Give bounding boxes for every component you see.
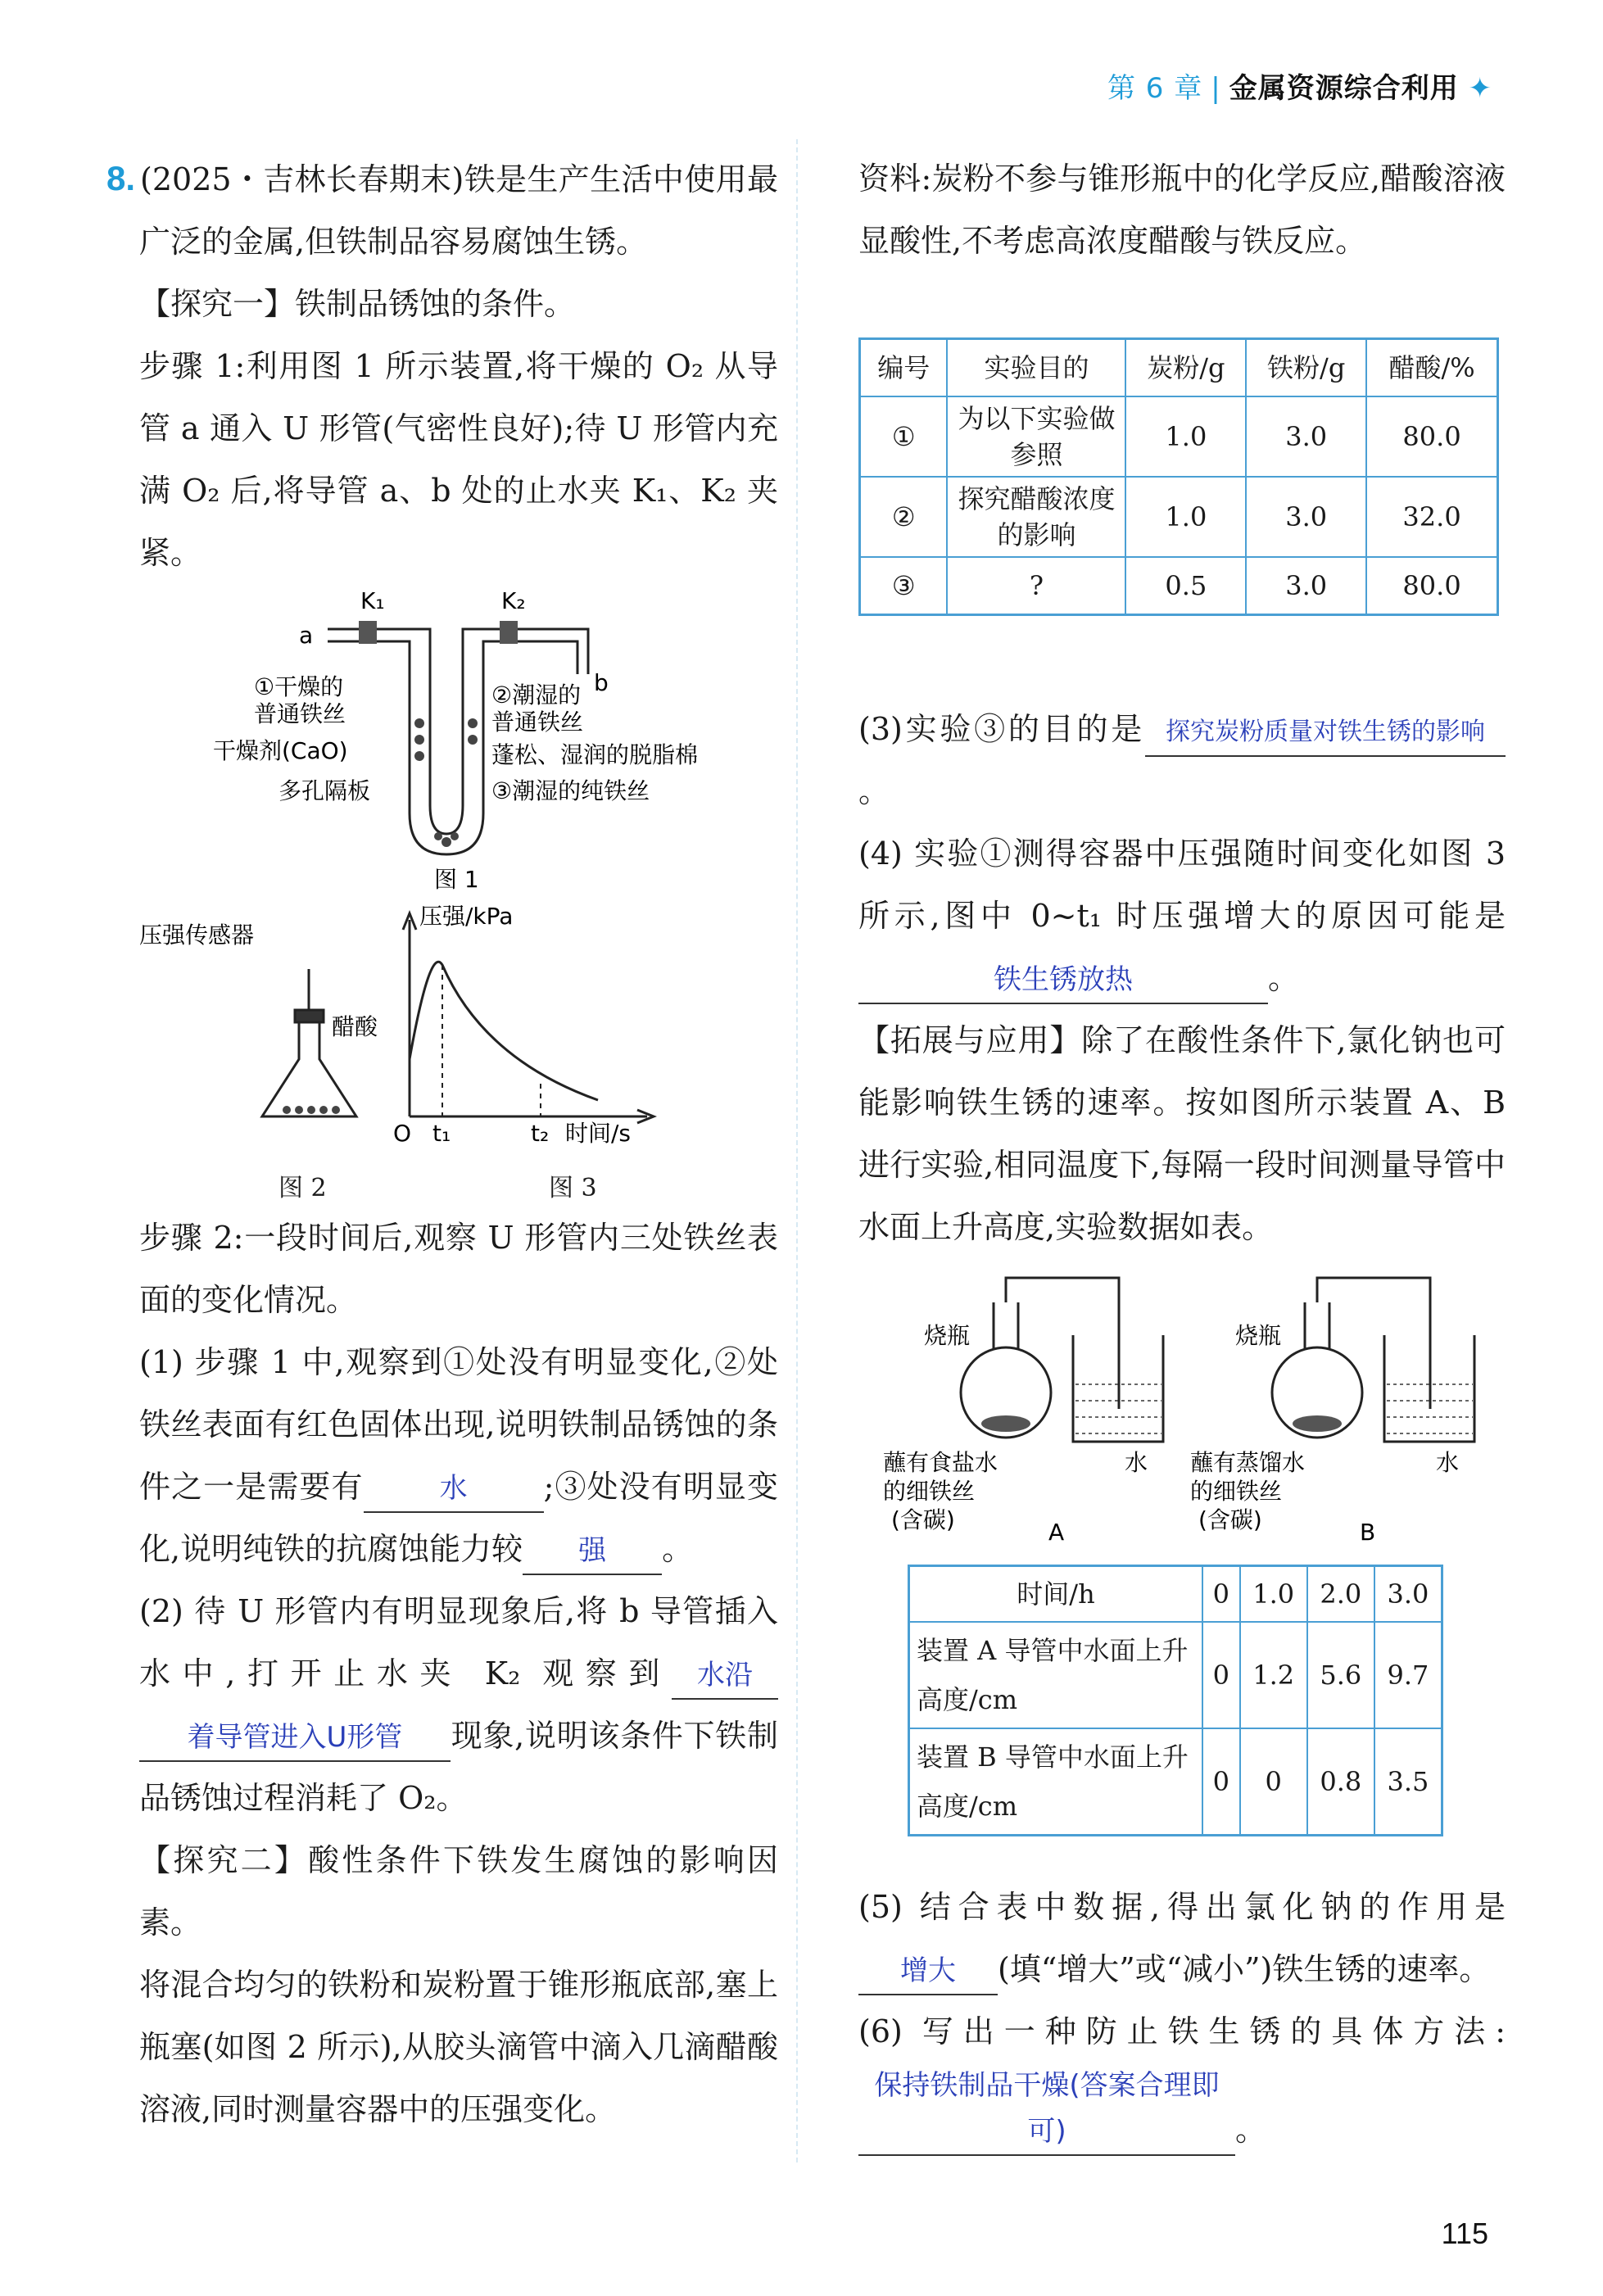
q4-text: (4) 实验①测得容器中压强随时间变化如图 3 所示,图中 0~t₁ 时压强增大的原因可能是铁生锈放热 。 (858, 822, 1506, 1009)
question-number: 8. (106, 159, 136, 197)
q5-text: (5) 结合表中数据,得出氯化钠的作用是增大 (填“增大”或“减小”)铁生锈的速率。 (858, 1876, 1506, 2000)
extend-text: 【拓展与应用】除了在酸性条件下,氯化钠也可能影响铁生锈的速率。按如图所示装置 A、B 进行实验,相同温度下,每隔一段时间测量导管中水面上升高度,实验数据如表。 (858, 1022, 1506, 1245)
label-k2: K₂ (501, 587, 526, 614)
right-column (858, 147, 1506, 272)
label-a: a (299, 622, 314, 649)
right-column-bottom (858, 1876, 1506, 2161)
figure-1 (139, 584, 778, 895)
label-b-desc2: 的细铁丝 (1190, 1478, 1283, 1505)
label-apparatus-a: A (1048, 1519, 1065, 1546)
column-divider (796, 139, 798, 2162)
label-water-a: 水 (1125, 1449, 1148, 1476)
table-row: 装置 B 导管中水面上升高度/cm 0 0 0.8 3.5 (909, 1728, 1442, 1836)
question-intro: 8. (2025・吉林长春期末)铁是生产生活中使用最广泛的金属,但铁制品容易腐蚀生锈。 (106, 159, 778, 260)
label-acid: 醋酸 (332, 1013, 378, 1040)
pressure-curve (410, 962, 598, 1100)
water-level-table (908, 1565, 1443, 1836)
label-desiccant: 干燥剂(CaO) (213, 737, 348, 764)
q6-text: (6) 写出一种防止铁生锈的具体方法:保持铁制品干燥(答案合理即可) 。 (858, 2000, 1506, 2161)
q1-text: (1) 步骤 1 中,观察到①处没有明显变化,②处铁丝表面有红色固体出现,说明铁制品锈蚀的条件之一是需要有 水 ;③处没有明显变化,说明纯铁的抗腐蚀能力较 强 。 (139, 1331, 778, 1580)
q4-answer: 铁生锈放热 (858, 957, 1268, 1004)
explore2-title: 【探究二】酸性条件下铁发生腐蚀的影响因素。 (139, 1842, 778, 1941)
label-water-b: 水 (1436, 1449, 1460, 1476)
q2-answer-a: 水沿 (672, 1652, 778, 1700)
page-number: 115 (1441, 2217, 1488, 2250)
material-text: 资料:炭粉不参与锥形瓶中的化学反应,醋酸溶液显酸性,不考虑高浓度醋酸与铁反应。 (858, 161, 1506, 259)
left-column (106, 147, 778, 2140)
label-a-desc3: (含碳) (891, 1506, 955, 1533)
label-b-desc1: 蘸有蒸馏水 (1190, 1449, 1306, 1476)
table-row: ① 为以下实验做参照 1.0 3.0 80.0 (860, 396, 1498, 477)
q6-answer: 保持铁制品干燥(答案合理即可) (858, 2063, 1235, 2156)
label-origin: O (393, 1120, 412, 1147)
figure-3-caption: 图 3 (549, 1174, 597, 1202)
label-k1: K₁ (360, 587, 385, 614)
q1-answer-1: 水 (364, 1465, 544, 1513)
label-b: b (594, 669, 609, 696)
table-row: ② 探究醋酸浓度的影响 1.0 3.0 32.0 (860, 477, 1498, 557)
figure-1-caption: 图 1 (434, 866, 479, 893)
label-b-desc3: (含碳) (1198, 1506, 1262, 1533)
q3-answer: 探究炭粉质量对铁生锈的影响 (1145, 709, 1506, 757)
q2-answer-b: 着导管进入U形管 (139, 1714, 451, 1762)
q1-answer-2: 强 (523, 1528, 662, 1575)
label-wet-wire: ②潮湿的 (491, 682, 582, 709)
label-plate: 多孔隔板 (278, 777, 371, 804)
label-pure-wire: ③潮湿的纯铁丝 (491, 777, 650, 804)
label-pressure: 压强/kPa (419, 903, 514, 930)
clamp-k2 (500, 621, 518, 644)
label-flask-a: 烧瓶 (924, 1322, 971, 1349)
flask-and-pressure-graph (139, 895, 778, 1157)
table-row: 时间/h 0 1.0 2.0 3.0 (909, 1566, 1442, 1623)
apparatus-ab (858, 1261, 1506, 1556)
step1-text: 步骤 1:利用图 1 所示装置,将干燥的 O₂ 从导管 a 通入 U 形管(气密性良好);待 U 形管内充满 O₂ 后,将导管 a、b 处的止水夹 K₁、K₂ 夹紧。 (139, 348, 778, 571)
experiment-table (858, 337, 1499, 616)
clamp-k1 (359, 621, 377, 644)
right-column-mid (858, 698, 1506, 1258)
figure-2-caption: 图 2 (278, 1174, 327, 1202)
explore2-text: 将混合均匀的铁粉和炭粉置于锥形瓶底部,塞上瓶塞(如图 2 所示),从胶头滴管中滴入几滴醋酸溶液,同时测量容器中的压强变化。 (139, 1967, 778, 2127)
table-row: 编号 实验目的 炭粉/g 铁粉/g 醋酸/% (860, 339, 1498, 397)
chapter-title: 金属资源综合利用 (1229, 72, 1459, 105)
label-cotton: 蓬松、湿润的脱脂棉 (491, 741, 699, 768)
label-a-desc2: 的细铁丝 (883, 1478, 976, 1505)
label-apparatus-b: B (1360, 1519, 1376, 1546)
label-wet-wire-2: 普通铁丝 (491, 709, 584, 736)
table-row: 装置 A 导管中水面上升高度/cm 0 1.2 5.6 9.7 (909, 1622, 1442, 1728)
explore1-title: 【探究一】铁制品锈蚀的条件。 (139, 286, 576, 322)
label-t2: t₂ (531, 1120, 550, 1147)
label-time: 时间/s (565, 1120, 632, 1147)
chapter-header: 第 6 章 | 金属资源综合利用 ✦ (1107, 72, 1492, 105)
label-t1: t₁ (432, 1120, 451, 1147)
q3-text: (3)实验③的目的是 探究炭粉质量对铁生锈的影响。 (858, 698, 1506, 822)
label-flask-b: 烧瓶 (1235, 1322, 1282, 1349)
label-sensor: 压强传感器 (139, 922, 255, 949)
label-a-desc1: 蘸有食盐水 (883, 1449, 998, 1476)
q5-answer: 增大 (858, 1948, 998, 1995)
u-tube-apparatus (139, 584, 778, 895)
step2-text: 步骤 2:一段时间后,观察 U 形管内三处铁丝表面的变化情况。 (139, 1220, 778, 1318)
label-dry-wire: ①干燥的 (254, 673, 344, 700)
figures-2-3 (139, 895, 778, 1157)
label-dry-wire-2: 普通铁丝 (254, 700, 346, 727)
chapter-number: 第 6 章 (1107, 72, 1203, 105)
q2-text: (2) 待 U 形管内有明显现象后,将 b 导管插入水中,打开止水夹 K₂ 观察到 水沿着导管进入U形管 现象,说明该条件下铁制品锈蚀过程消耗了 O₂。 (139, 1593, 778, 1816)
table-row: ③ ? 0.5 3.0 80.0 (860, 557, 1498, 615)
